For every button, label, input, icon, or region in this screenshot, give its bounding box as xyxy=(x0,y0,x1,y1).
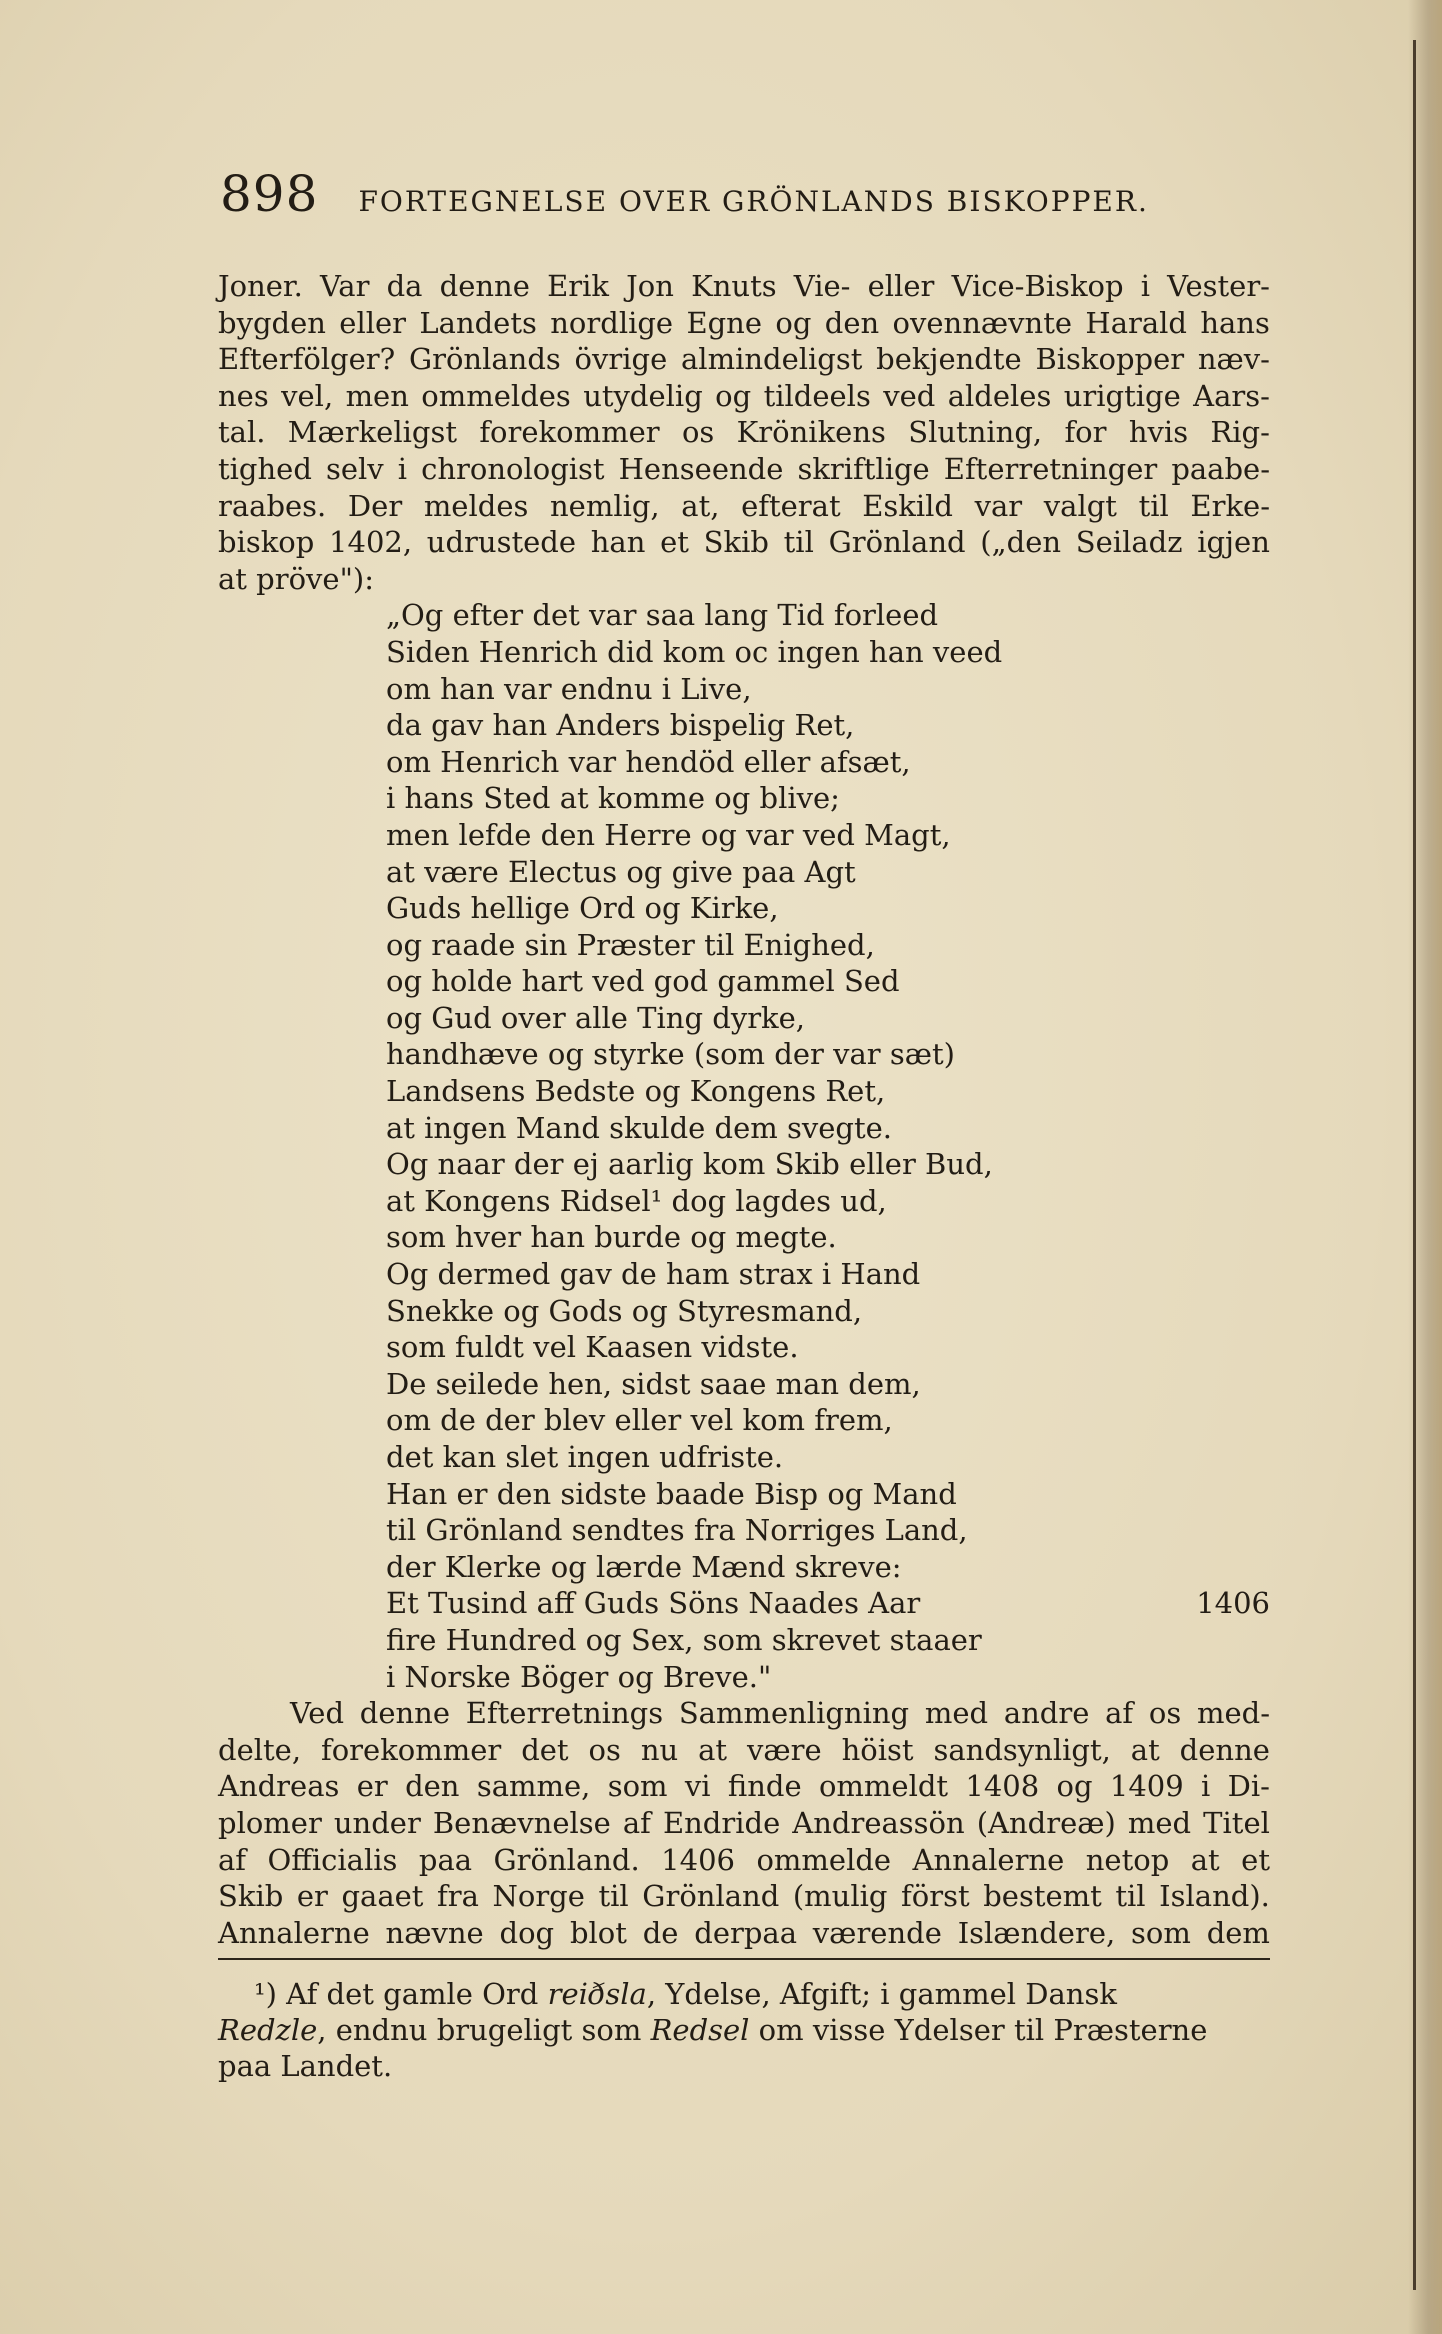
poem-line: fire Hundred og Sex, som skrevet staaer xyxy=(386,1622,982,1657)
poem-line: som hver han burde og megte. xyxy=(386,1220,837,1255)
poem-line: at ingen Mand skulde dem svegte. xyxy=(386,1110,892,1145)
poem-line: De seilede hen, sidst saae man dem, xyxy=(386,1366,921,1401)
page-number: 898 xyxy=(220,165,319,223)
poem-line: i Norske Böger og Breve." xyxy=(386,1659,772,1694)
poem-line: Guds hellige Ord og Kirke, xyxy=(386,891,779,926)
poem-line: „Og efter det var saa lang Tid forleed xyxy=(386,598,939,633)
poem-line: det kan slet ingen udfriste. xyxy=(386,1440,784,1474)
poem-line: handhæve og styrke (som der var sæt) xyxy=(386,1037,955,1072)
footnote-rule xyxy=(218,1958,1270,1960)
text-line: Joner. Var da denne Erik Jon Knuts Vie- eller Vice-Biskop i Vester- xyxy=(218,269,1270,303)
footnote-text: , endnu brugeligt som xyxy=(317,2013,651,2047)
poem-line: Snekke og Gods og Styresmand, xyxy=(386,1293,863,1328)
paragraph-2 xyxy=(218,1695,1270,1951)
text-line: bygden eller Landets nordlige Egne og den ovennævnte Harald hans xyxy=(218,305,1270,340)
body-text xyxy=(218,268,1270,1951)
page-edge-line xyxy=(1413,40,1416,2290)
text-line: Efterfölger? Grönlands övrige almindeligst bekjendte Biskopper næv- xyxy=(218,342,1270,377)
poem-line: og holde hart ved god gammel Sed xyxy=(386,964,900,999)
text-line: plomer under Benævnelse af Endride Andreassön (Andreæ) med Titel xyxy=(218,1805,1270,1840)
text-line: af Officialis paa Grönland. 1406 ommelde Annalerne netop at et xyxy=(218,1842,1270,1877)
poem-line: som fuldt vel Kaasen vidste. xyxy=(386,1330,799,1365)
text-line: Ved denne Efterretnings Sammenligning med andre af os med- xyxy=(290,1696,1270,1731)
poem-line: om Henrich var hendöd eller afsæt, xyxy=(386,744,911,779)
footnote-text: , Ydelse, Afgift; i gammel Dansk xyxy=(646,1977,1117,2011)
poem-line: men lefde den Herre og var ved Magt, xyxy=(386,817,951,852)
text-line: biskop 1402, udrustede han et Skib til Grönland („den Seiladz igjen xyxy=(218,525,1270,560)
footnote-marker: ¹) xyxy=(254,1977,277,2011)
poem-line: Han er den sidste baade Bisp og Mand xyxy=(386,1476,957,1511)
footnote-term: Redzle xyxy=(218,2013,318,2047)
text-line: raabes. Der meldes nemlig, at, efterat Eskild var valgt til Erke- xyxy=(218,488,1270,523)
poem-line: at være Electus og give paa Agt xyxy=(386,854,856,889)
poem-line: og Gud over alle Ting dyrke, xyxy=(386,1000,806,1035)
poem-line: der Klerke og lærde Mænd skreve: xyxy=(386,1549,902,1584)
footnote-text: om visse Ydelser til Præsterne xyxy=(749,2013,1208,2047)
poem-line: Et Tusind aff Guds Söns Naades Aar 1406 xyxy=(386,1586,1270,1621)
poem-line: Landsens Bedste og Kongens Ret, xyxy=(386,1074,886,1109)
poem-line: og raade sin Præster til Enighed, xyxy=(386,927,875,962)
poem-line: om de der blev eller vel kom frem, xyxy=(386,1403,893,1438)
text-line: tal. Mærkeligst forekommer os Krönikens Slutning, for hvis Rig- xyxy=(218,415,1270,450)
text-line: nes vel, men ommeldes utydelig og tildeels ved aldeles urigtige Aars- xyxy=(218,378,1270,413)
poem-line: til Grönland sendtes fra Norriges Land, xyxy=(386,1513,968,1548)
footnote-text: Af det gamle Ord xyxy=(276,1977,548,2011)
poem-line: at Kongens Ridsel¹ dog lagdes ud, xyxy=(386,1183,887,1218)
margin-year: 1406 xyxy=(1196,1586,1270,1621)
running-title: FORTEGNELSE OVER GRÖNLANDS BISKOPPER. xyxy=(358,185,1149,218)
footnote-term: reiðsla xyxy=(547,1977,647,2011)
footnote-term: Redsel xyxy=(650,2013,750,2047)
poem-line: da gav han Anders bispelig Ret, xyxy=(386,708,855,743)
text-line: delte, forekommer det os nu at være höist sandsynligt, at denne xyxy=(218,1732,1270,1767)
poem-line: Siden Henrich did kom oc ingen han veed xyxy=(386,634,1003,669)
footnote-line xyxy=(218,2012,1270,2048)
page-header xyxy=(220,165,1280,225)
footnote xyxy=(218,1976,1270,2084)
poem-line: Og naar der ej aarlig kom Skib eller Bud, xyxy=(386,1147,993,1182)
poem-line: Og dermed gav de ham strax i Hand xyxy=(386,1257,921,1292)
text-line: Andreas er den samme, som vi finde ommeldt 1408 og 1409 i Di- xyxy=(218,1769,1270,1804)
poem-line: om han var endnu i Live, xyxy=(386,671,752,706)
footnote-line xyxy=(254,1976,1270,2012)
poem-line: i hans Sted at komme og blive; xyxy=(386,781,840,816)
text-line: at pröve"): xyxy=(218,561,375,596)
poem xyxy=(218,597,1270,1695)
text-line: tighed selv i chronologist Henseende skriftlige Efterretninger paabe- xyxy=(218,451,1270,486)
paragraph-1 xyxy=(218,268,1270,597)
text-line: Skib er gaaet fra Norge til Grönland (mulig först bestemt til Island). xyxy=(218,1879,1270,1914)
footnote-line: paa Landet. xyxy=(218,2049,393,2083)
text-line: Annalerne nævne dog blot de derpaa værende Islændere, som dem xyxy=(218,1915,1270,1950)
